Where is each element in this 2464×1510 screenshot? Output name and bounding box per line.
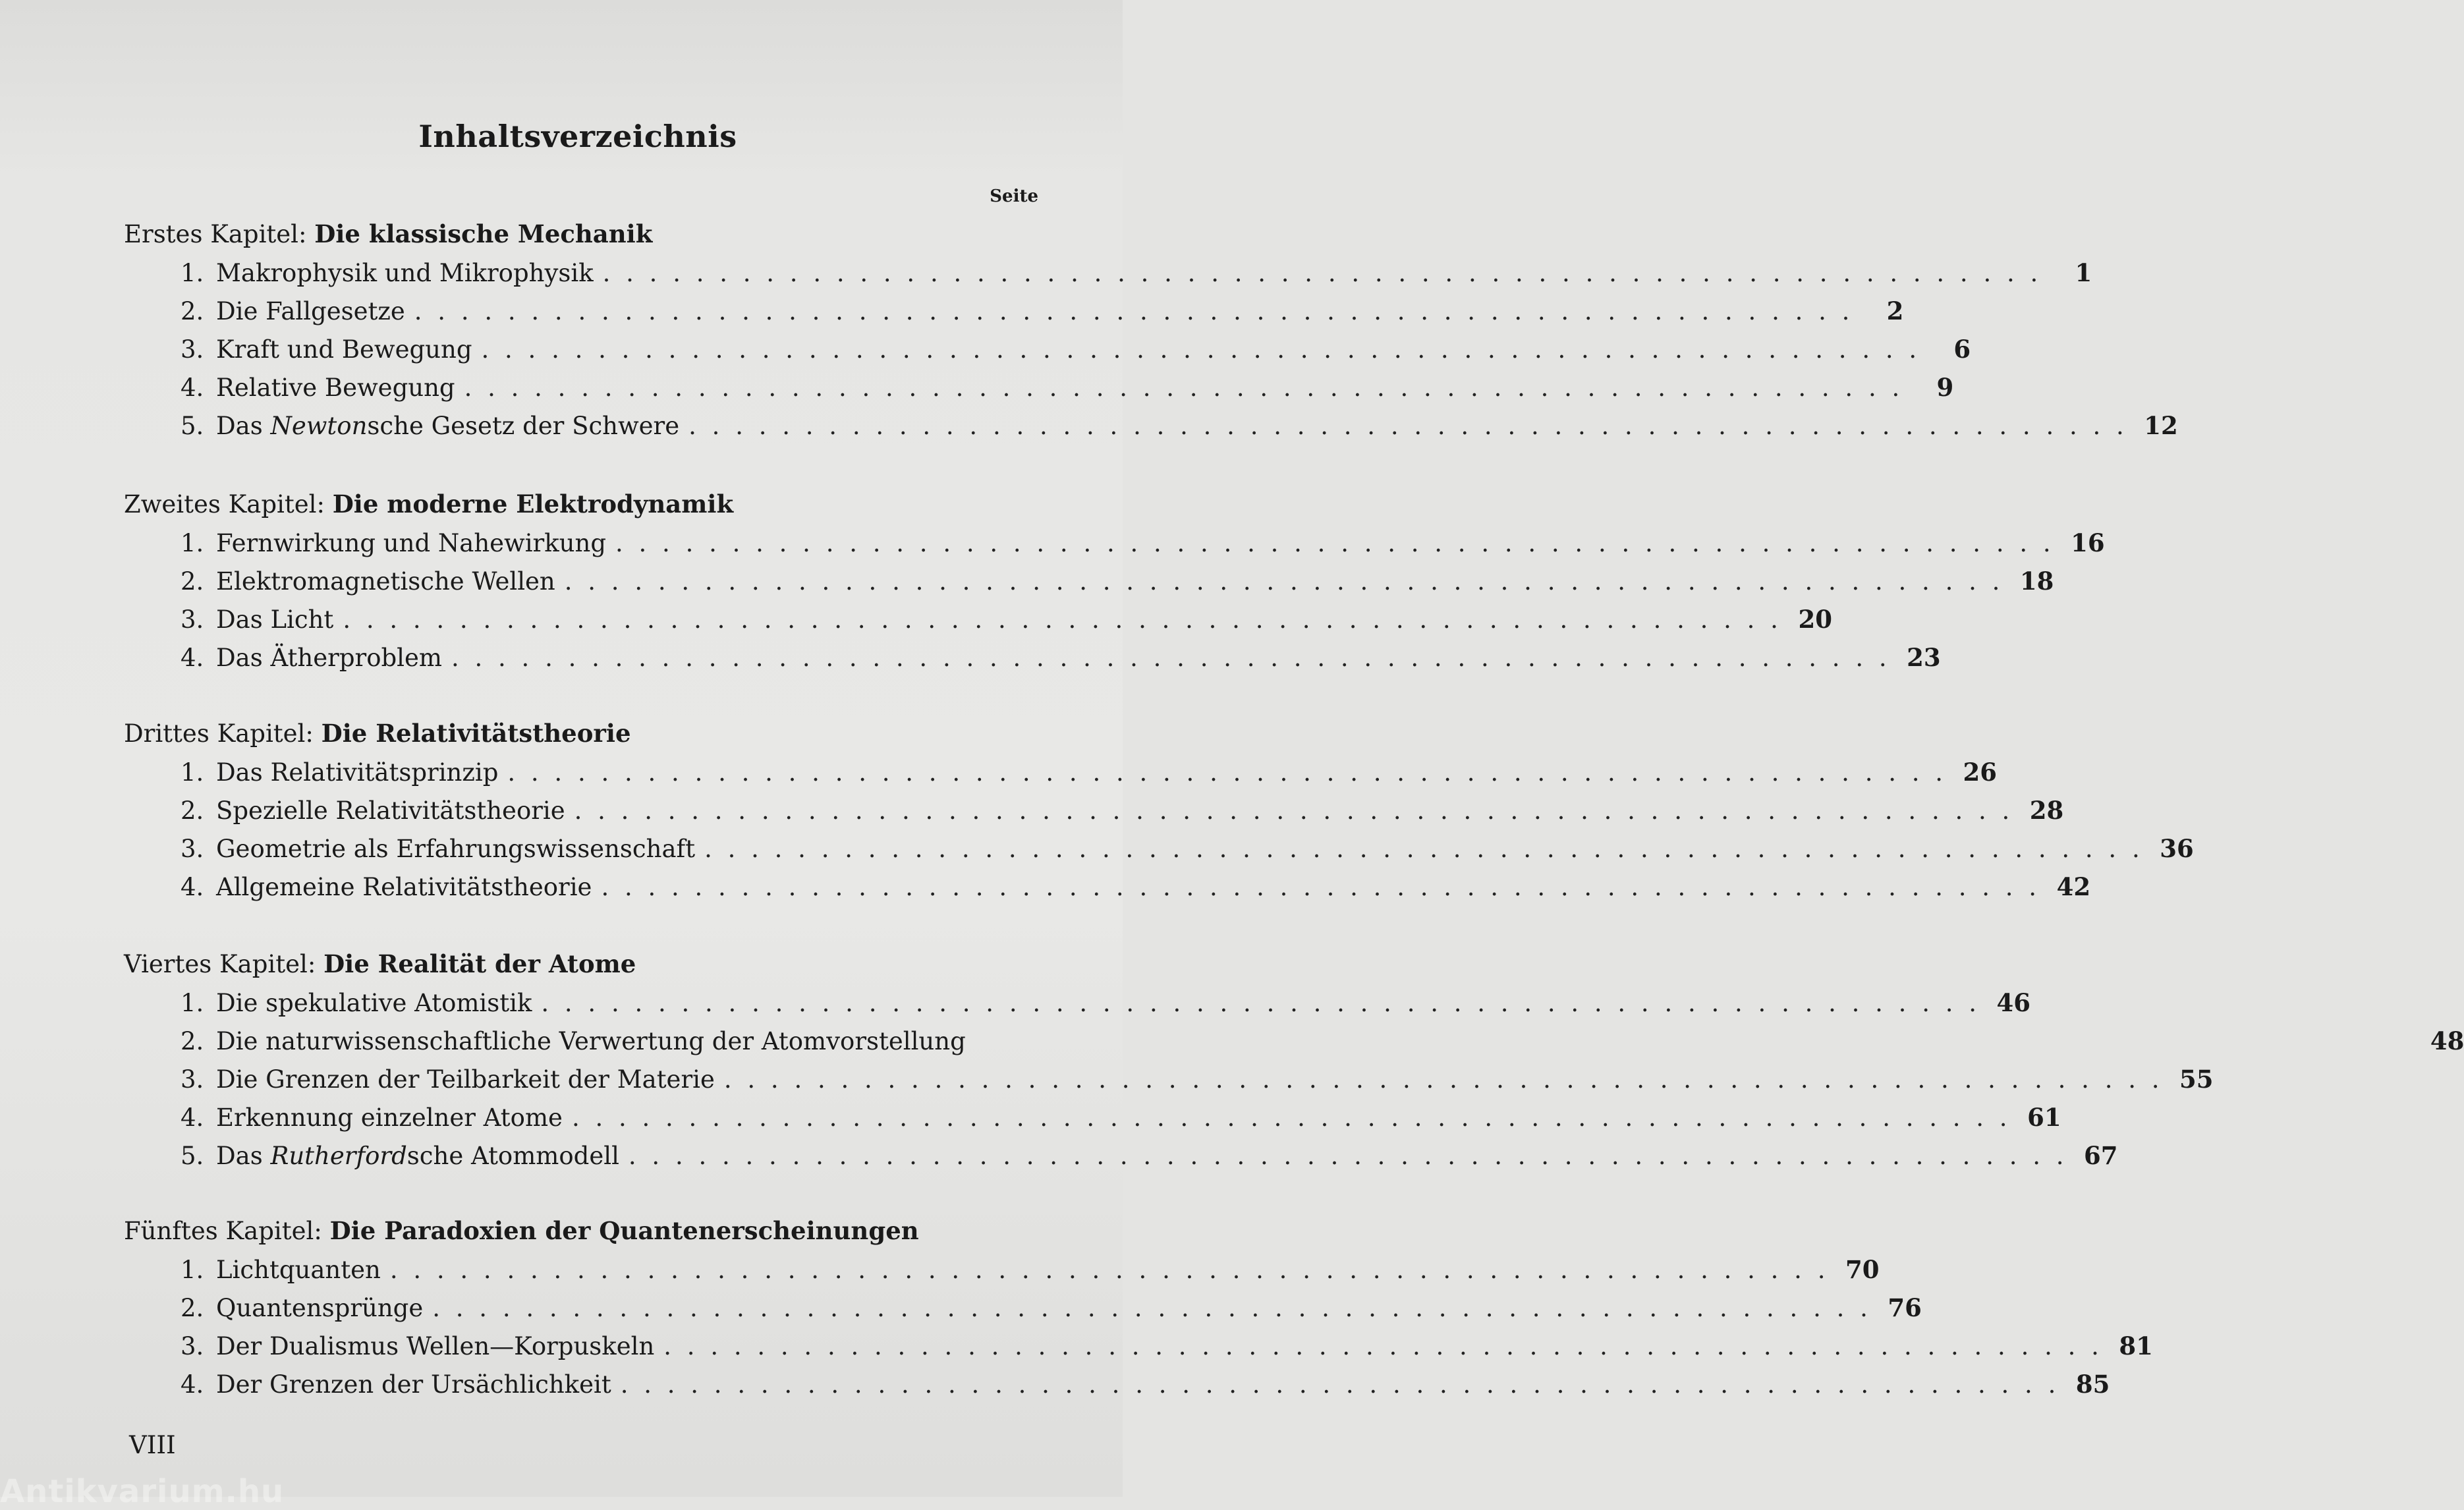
entry-page-number: 18 (2019, 567, 2054, 596)
dot-leader: . . . . . . . . . . . . . . . . . . . . . . . . . . . . . . . . . . . . . . . . . . . . . . . . . . . . . . . . . . . . . . (663, 1332, 2103, 1360)
dot-leader: . . . . . . . . . . . . . . . . . . . . . . . . . . . . . . . . . . . . . . . . . . . . . . . . . . . . . . . . . . . . . . (571, 1104, 2011, 1132)
entry-number: 3. (181, 835, 204, 863)
chapter-section (124, 484, 2105, 677)
dot-leader: . . . . . . . . . . . . . . . . . . . . . . . . . . . . . . . . . . . . . . . . . . . . . . . . . . . . . . . . . . . . . . (343, 605, 1782, 634)
dot-leader: . . . . . . . . . . . . . . . . . . . . . . . . . . . . . . . . . . . . . . . . . . . . . . . . . . . . . . . . . . . . . . (688, 412, 2128, 440)
chapter-section (124, 713, 2194, 906)
entry-page-number: 6 (1953, 335, 1971, 364)
entry-title-person-name: Newton (270, 412, 368, 440)
toc-entry[interactable] (181, 868, 2091, 906)
entry-title: Die spekulative Atomistik (216, 989, 532, 1017)
toc-entry[interactable] (181, 254, 2092, 292)
entry-page-number: 61 (2027, 1103, 2061, 1132)
toc-entry[interactable] (181, 1136, 2118, 1175)
chapter-heading (124, 713, 1038, 753)
dot-leader: . . . . . . . . . . . . . . . . . . . . . . . . . . . . . . . . . . . . . . . . . . . . . . . . . . . . . . . . . . . . . . (451, 644, 1891, 672)
toc-entry[interactable] (181, 753, 1998, 791)
chapter-prefix: Fünftes Kapitel: (124, 1217, 322, 1245)
entry-number: 4. (181, 644, 204, 672)
dot-leader: . . . . . . . . . . . . . . . . . . . . . . . . . . . . . . . . . . . . . . . . . . . . . . . . . . . . . . . . . . . . . . (620, 1370, 2060, 1399)
entry-title: Die naturwissenschaftliche Verwertung der Atomvorstellung (216, 1027, 966, 1055)
entry-title: Der Dualismus Wellen—Korpuskeln (216, 1332, 655, 1360)
toc-entry[interactable] (181, 984, 2031, 1022)
entry-number: 1. (181, 529, 204, 557)
entry-number: 5. (181, 412, 204, 440)
page-column-label: Seite (990, 186, 1038, 206)
toc-entry[interactable] (181, 1022, 2464, 1060)
toc-entry[interactable] (181, 292, 1904, 330)
entry-title: Das Licht (216, 605, 334, 634)
entry-page-number: 20 (1798, 605, 1832, 634)
chapter-name: Die moderne Elektrodynamik (332, 489, 734, 518)
dot-leader: . . . . . . . . . . . . . . . . . . . . . . . . . . . . . . . . . . . . . . . . . . . . . . . . . . . . . . . . . . . . . . (389, 1256, 1830, 1284)
dot-leader: . . . . . . . . . . . . . . . . . . . . . . . . . . . . . . . . . . . . . . . . . . . . . . . . . . . . . . . . . . . . . . (628, 1142, 2068, 1170)
entry-number: 1. (181, 758, 204, 787)
entry-title: Die Fallgesetze (216, 297, 405, 325)
entry-title-suffix: sche Gesetz der Schwere (367, 412, 680, 440)
dot-leader: . . . . . . . . . . . . . . . . . . . . . . . . . . . . . . . . . . . . . . . . . . . . . . . . . . . . . . . . . . . . . . (507, 758, 1947, 787)
chapter-name: Die klassische Mechanik (314, 219, 653, 248)
dot-leader: . . . . . . . . . . . . . . . . . . . . . . . . . . . . . . . . . . . . . . . . . . . . . . . . . . . . . . . . . . . . . . (602, 259, 2042, 287)
watermark: Antikvarium.hu (0, 1473, 285, 1510)
chapter-prefix: Viertes Kapitel: (124, 950, 316, 978)
chapter-prefix: Zweites Kapitel: (124, 490, 325, 518)
toc-entry[interactable] (181, 829, 2194, 868)
entry-page-number: 28 (2029, 796, 2064, 825)
toc-entry[interactable] (181, 330, 1971, 368)
entry-number: 2. (181, 567, 204, 596)
entry-title: Das Relativitätsprinzip (216, 758, 499, 787)
entry-page-number: 48 (2430, 1026, 2464, 1055)
entry-title-prefix: Das (216, 1142, 271, 1170)
entry-page-number: 67 (2084, 1141, 2118, 1170)
entry-page-number: 36 (2160, 834, 2194, 863)
entry-page-number: 46 (1996, 988, 2031, 1017)
entry-number: 4. (181, 374, 204, 402)
entry-page-number: 76 (1888, 1293, 1922, 1322)
dot-leader: . . . . . . . . . . . . . . . . . . . . . . . . . . . . . . . . . . . . . . . . . . . . . . . . . . . . . . . . . . . . . . (464, 374, 1904, 402)
entry-number: 4. (181, 1370, 204, 1399)
entry-number: 1. (181, 259, 204, 287)
entry-page-number: 70 (1845, 1255, 1880, 1284)
entry-number: 3. (181, 1065, 204, 1094)
toc-entry[interactable] (181, 524, 2105, 562)
entry-title: Quantensprünge (216, 1294, 424, 1322)
chapter-section (124, 1211, 2153, 1403)
entry-number: 2. (181, 1027, 204, 1055)
entry-title: Relative Bewegung (216, 374, 455, 402)
dot-leader: . . . . . . . . . . . . . . . . . . . . . . . . . . . . . . . . . . . . . . . . . . . . . . . . . . . . . . . . . . . . . . (541, 989, 1981, 1017)
entry-title-person-name: Rutherford (270, 1142, 407, 1170)
entry-number: 1. (181, 1256, 204, 1284)
dot-leader: . . . . . . . . . . . . . . . . . . . . . . . . . . . . . . . . . . . . . . . . . . . . . . . . . . . . . . . . . . . . . . (704, 835, 2144, 863)
chapter-heading (124, 214, 1038, 254)
entry-number: 4. (181, 873, 204, 901)
entry-number: 1. (181, 989, 204, 1017)
chapter-heading (124, 484, 1038, 524)
entry-number: 2. (181, 297, 204, 325)
dot-leader: . . . . . . . . . . . . . . . . . . . . . . . . . . . . . . . . . . . . . . . . . . . . . . . . . . . . . . . . . . . . . . (481, 335, 1921, 364)
toc-entry[interactable] (181, 368, 1954, 406)
entry-title: Makrophysik und Mikrophysik (216, 259, 594, 287)
entry-number: 2. (181, 797, 204, 825)
entry-title: Spezielle Relativitätstheorie (216, 797, 565, 825)
toc-entry[interactable] (181, 600, 1832, 638)
entry-title: Elektromagnetische Wellen (216, 567, 555, 596)
toc-entry[interactable] (181, 1289, 1922, 1327)
entry-page-number: 42 (2056, 872, 2091, 901)
toc-entry[interactable] (181, 791, 2064, 829)
dot-leader: . . . . . . . . . . . . . . . . . . . . . . . . . . . . . . . . . . . . . . . . . . . . . . . . . . . . . . . . . . . . . . (615, 529, 2055, 557)
entry-page-number: 9 (1936, 373, 1954, 402)
entry-number: 2. (181, 1294, 204, 1322)
entry-title: Geometrie als Erfahrungswissenschaft (216, 835, 696, 863)
toc-entry[interactable] (181, 562, 2054, 600)
chapter-heading (124, 1211, 1038, 1250)
chapter-name: Die Relativitätstheorie (321, 719, 631, 748)
entry-page-number: 2 (1886, 296, 1904, 325)
chapter-name: Die Paradoxien der Quantenerscheinungen (329, 1216, 919, 1245)
entry-page-number: 1 (2075, 258, 2092, 287)
chapter-heading (124, 944, 1038, 984)
entry-title: Lichtquanten (216, 1256, 381, 1284)
entry-title-prefix: Das (216, 412, 271, 440)
chapter-prefix: Drittes Kapitel: (124, 719, 314, 748)
entry-number: 3. (181, 1332, 204, 1360)
dot-leader: . . . . . . . . . . . . . . . . . . . . . . . . . . . . . . . . . . . . . . . . . . . . . . . . . . . . . . . . . . . . . . (601, 873, 2041, 901)
dot-leader: . . . . . . . . . . . . . . . . . . . . . . . . . . . . . . . . . . . . . . . . . . . . . . . . . . . . . . . . . . . . . . (574, 797, 2014, 825)
toc-entry[interactable] (181, 1060, 2214, 1098)
entry-title: Das Ätherproblem (216, 644, 442, 672)
entry-page-number: 55 (2179, 1065, 2214, 1094)
entry-page-number: 81 (2119, 1331, 2153, 1360)
entry-title: Fernwirkung und Nahewirkung (216, 529, 606, 557)
entry-page-number: 23 (1907, 643, 1941, 672)
entry-title: Die Grenzen der Teilbarkeit der Materie (216, 1065, 715, 1094)
entry-page-number: 16 (2071, 528, 2105, 557)
dot-leader: . . . . . . . . . . . . . . . . . . . . . . . . . . . . . . . . . . . . . . . . . . . . . . . . . . . . . . . . . . . . . . (564, 567, 2004, 596)
entry-title (216, 1137, 629, 1175)
dot-leader: . . . . . . . . . . . . . . . . . . . . . . . . . . . . . . . . . . . . . . . . . . . . . . . . . . . . . . . . . . . . . . (414, 297, 1854, 325)
toc-entry[interactable] (181, 638, 1941, 677)
entry-number: 3. (181, 605, 204, 634)
toc-entry[interactable] (181, 406, 2178, 445)
toc-entry[interactable] (181, 1327, 2153, 1365)
chapter-prefix: Erstes Kapitel: (124, 220, 307, 248)
entry-number: 5. (181, 1142, 204, 1170)
toc-entry[interactable] (181, 1098, 2061, 1136)
toc-entry[interactable] (181, 1250, 1880, 1289)
page-title: Inhaltsverzeichnis (418, 119, 737, 154)
dot-leader: . . . . . . . . . . . . . . . . . . . . . . . . . . . . . . . . . . . . . . . . . . . . . . . . . . . . . . . . . . . . . . (723, 1065, 2164, 1094)
entry-page-number: 85 (2075, 1370, 2110, 1399)
entry-title: Allgemeine Relativitätstheorie (216, 873, 592, 901)
page-folio: VIII (129, 1431, 176, 1459)
chapter-section (124, 944, 2464, 1175)
entry-title: Kraft und Bewegung (216, 335, 472, 364)
entry-page-number: 26 (1963, 758, 1998, 787)
entry-number: 3. (181, 335, 204, 364)
entry-title: Der Grenzen der Ursächlichkeit (216, 1370, 611, 1399)
entry-number: 4. (181, 1104, 204, 1132)
entry-page-number: 12 (2144, 411, 2178, 440)
entry-title-suffix: sche Atommodell (406, 1142, 619, 1170)
entry-title: Erkennung einzelner Atome (216, 1104, 563, 1132)
entry-title (216, 407, 688, 445)
dot-leader: . . . . . . . . . . . . . . . . . . . . . . . . . . . . . . . . . . . . . . . . . . . . . . . . . . . . . . . . . . . . . . (432, 1294, 1872, 1322)
chapter-name: Die Realität der Atome (323, 949, 636, 978)
toc-entry[interactable] (181, 1365, 2110, 1403)
chapter-section (124, 214, 2178, 445)
